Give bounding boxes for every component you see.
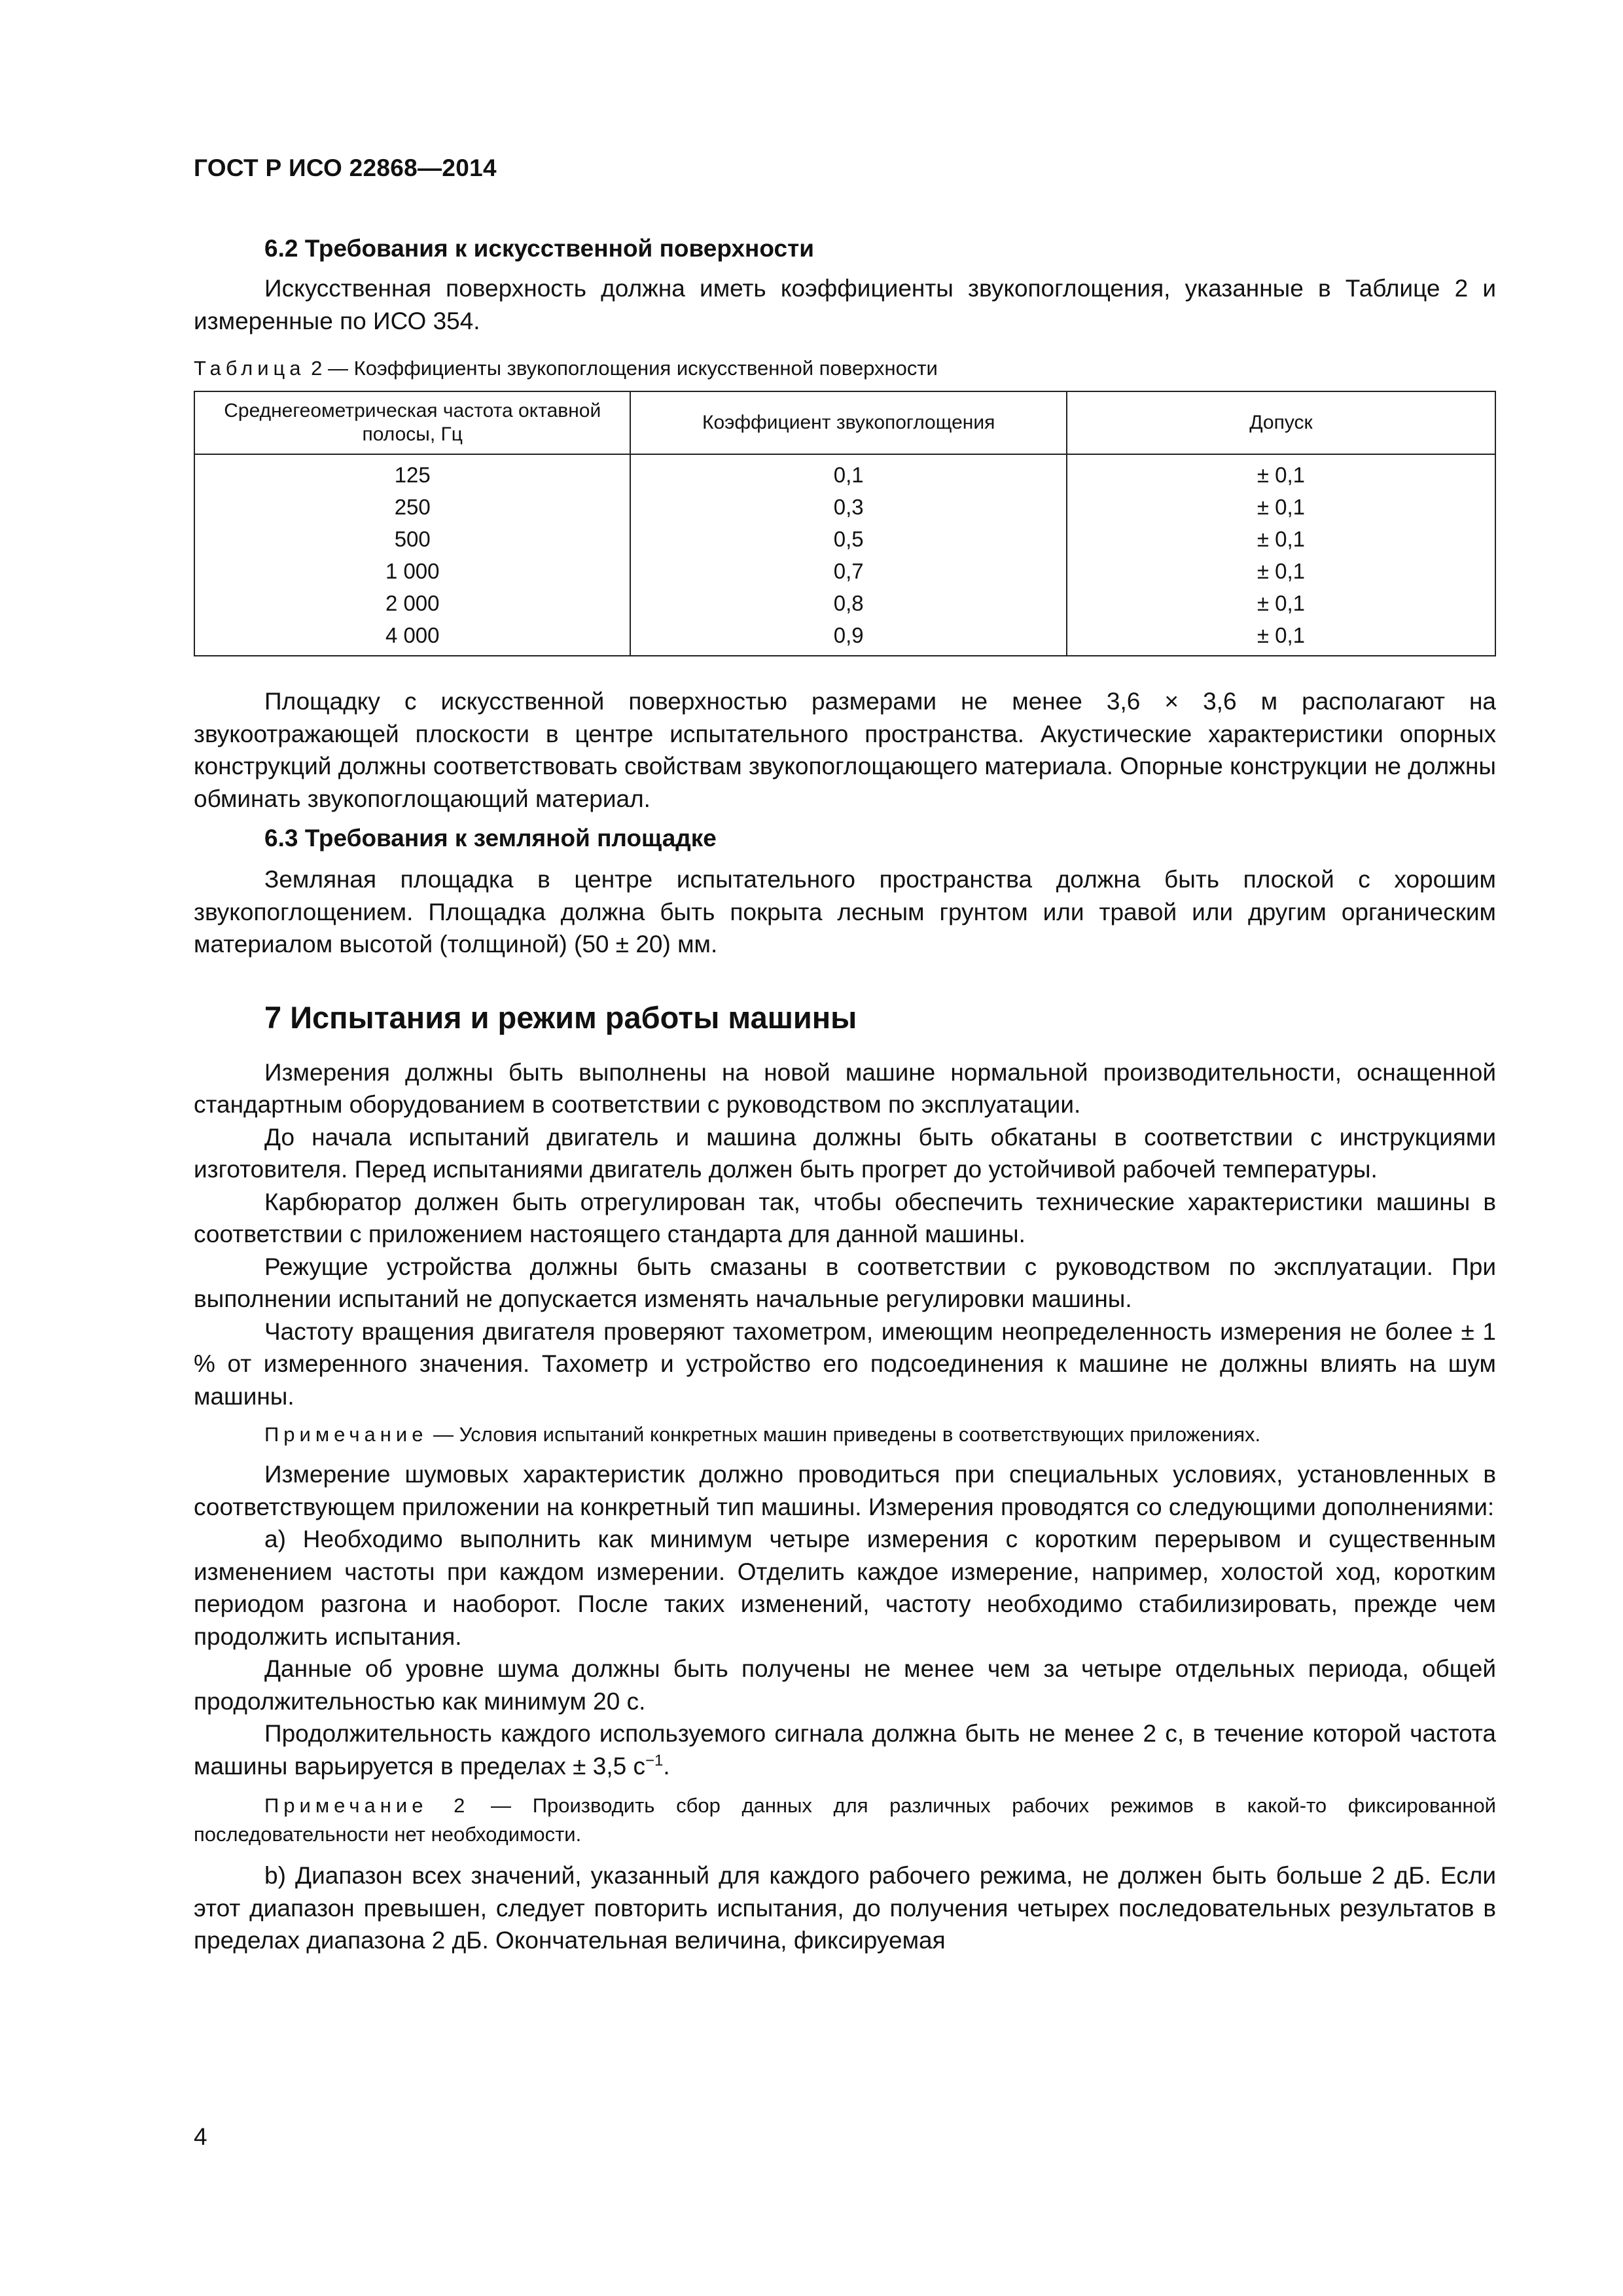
table-cell: 0,8 — [630, 587, 1066, 619]
table-cell: 500 — [194, 523, 630, 555]
table-cell: ± 0,1 — [1067, 619, 1495, 656]
table-cell: ± 0,1 — [1067, 491, 1495, 523]
note-label: Примечание — [264, 1423, 428, 1446]
table-cell: ± 0,1 — [1067, 587, 1495, 619]
section-7-paragraph: Измерение шумовых характеристик должно проводиться при специальных условиях, установленных в соответствующем приложении на конкретный тип машины. Измерения проводятся со следующими дополнениями: — [194, 1461, 1496, 1520]
note-label: Примечание 2 — [264, 1794, 470, 1817]
table-header-row — [194, 391, 1495, 454]
table-row — [194, 454, 1495, 491]
table-cell: 0,9 — [630, 619, 1066, 656]
note-1 — [194, 1420, 1496, 1449]
section-7-paragraph: Режущие устройства должны быть смазаны в соответствии с руководством по эксплуатации. При выполнении испытаний не допускается изменять начальные регулировки машины. — [194, 1253, 1496, 1312]
section-6-3-paragraph: Земляная площадка в центре испытательного пространства должна быть плоской с хорошим звукопоглощением. Площадка должна быть покрыта лесным грунтом или травой или другим органическим материалом высотой (толщиной) (50 ± 20) мм. — [194, 866, 1496, 958]
section-6-2-heading: 6.2 Требования к искусственной поверхности — [264, 235, 814, 262]
platform-paragraph: Площадку с искусственной поверхностью размерами не менее 3,6 × 3,6 м располагают на звукоотражающей плоскости в центре испытательного пространства. Акустические характеристики опорных конструкций должны соответствовать свойствам звукопоглощающего материала. Опорные конструкции не должны обминать звукопоглощающий материал. — [194, 688, 1496, 812]
table-cell: ± 0,1 — [1067, 555, 1495, 587]
table-row — [194, 619, 1495, 656]
table-cell: 250 — [194, 491, 630, 523]
table-2-caption — [194, 354, 1496, 383]
section-7-paragraph: Данные об уровне шума должны быть получены не менее чем за четыре отдельных периода, общей продолжительностью как минимум 20 с. — [194, 1655, 1496, 1715]
table-row — [194, 587, 1495, 619]
table-cell: 0,7 — [630, 555, 1066, 587]
note-text: — Условия испытаний конкретных машин приведены в соответствующих приложениях. — [427, 1423, 1261, 1446]
section-7-paragraph: Частоту вращения двигателя проверяют тахометром, имеющим неопределенность измерения не более ± 1 % от измеренного значения. Тахометр и устройство его подсоединения к машине не должны влиять на шум машины. — [194, 1318, 1496, 1410]
table-row — [194, 491, 1495, 523]
list-item-a: a) Необходимо выполнить как минимум четыре измерения с коротким перерывом и существенным изменением частоты при каждом измерении. Отделить каждое измерение, например, холостой ход, коротким периодом разгона и наоборот. После таких изменений, частоту необходимо стабилизировать, прежде чем продолжить испытания. — [194, 1526, 1496, 1650]
section-6-2-paragraph: Искусственная поверхность должна иметь коэффициенты звукопоглощения, указанные в Таблице 2 и измеренные по ИСО 354. — [194, 275, 1496, 334]
note-2 — [194, 1791, 1496, 1849]
table-header-cell: Допуск — [1067, 391, 1495, 454]
table-cell: 0,5 — [630, 523, 1066, 555]
section-7-heading: 7 Испытания и режим работы машины — [264, 999, 857, 1035]
p8-superscript: −1 — [645, 1751, 664, 1770]
p8-end: . — [663, 1752, 670, 1780]
table-cell: 0,3 — [630, 491, 1066, 523]
table-cell: 1 000 — [194, 555, 630, 587]
table-cell: 4 000 — [194, 619, 630, 656]
section-7-paragraph: Карбюратор должен быть отрегулирован так, чтобы обеспечить технические характеристики машины в соответствии с приложением настоящего стандарта для данной машины. — [194, 1188, 1496, 1247]
page-content — [194, 230, 1496, 1957]
note-text: — Производить сбор данных для различных рабочих режимов в какой-то фиксированной последовательности нет необходимости. — [194, 1794, 1497, 1846]
table-caption-text: 2 — Коэффициенты звукопоглощения искусственной поверхности — [305, 357, 938, 380]
table-cell: 0,1 — [630, 454, 1066, 491]
table-cell: 125 — [194, 454, 630, 491]
table-cell: ± 0,1 — [1067, 454, 1495, 491]
table-header-cell: Среднегеометрическая частота октавной полосы, Гц — [194, 391, 630, 454]
table-caption-label: Таблица — [194, 357, 306, 380]
table-row — [194, 555, 1495, 587]
section-7-paragraph: Измерения должны быть выполнены на новой машине нормальной производительности, оснащенной стандартным оборудованием в соответствии с руководством по эксплуатации. — [194, 1058, 1496, 1118]
document-header: ГОСТ Р ИСО 22868—2014 — [194, 154, 497, 181]
section-7-paragraph — [194, 1717, 1496, 1782]
table-row — [194, 523, 1495, 555]
table-2 — [194, 391, 1496, 656]
section-6-3-heading: 6.3 Требования к земляной площадке — [264, 825, 717, 852]
list-item-b: b) Диапазон всех значений, указанный для каждого рабочего режима, не должен быть больше 2 дБ. Если этот диапазон превышен, следует повторить испытания, до получения четырех последовательных результатов в пределах диапазона 2 дБ. Окончательная величина, фиксируемая — [194, 1862, 1496, 1954]
page-number: 4 — [194, 2123, 207, 2150]
table-header-cell: Коэффициент звукопоглощения — [630, 391, 1066, 454]
table-cell: ± 0,1 — [1067, 523, 1495, 555]
table-cell: 2 000 — [194, 587, 630, 619]
section-7-paragraph: До начала испытаний двигатель и машина должны быть обкатаны в соответствии с инструкциями изготовителя. Перед испытаниями двигатель должен быть прогрет до устойчивой рабочей температуры. — [194, 1123, 1496, 1183]
p8-text: Продолжительность каждого используемого сигнала должна быть не менее 2 с, в течение которой частота машины варьируется в пределах ± 3,5 с — [194, 1720, 1496, 1780]
